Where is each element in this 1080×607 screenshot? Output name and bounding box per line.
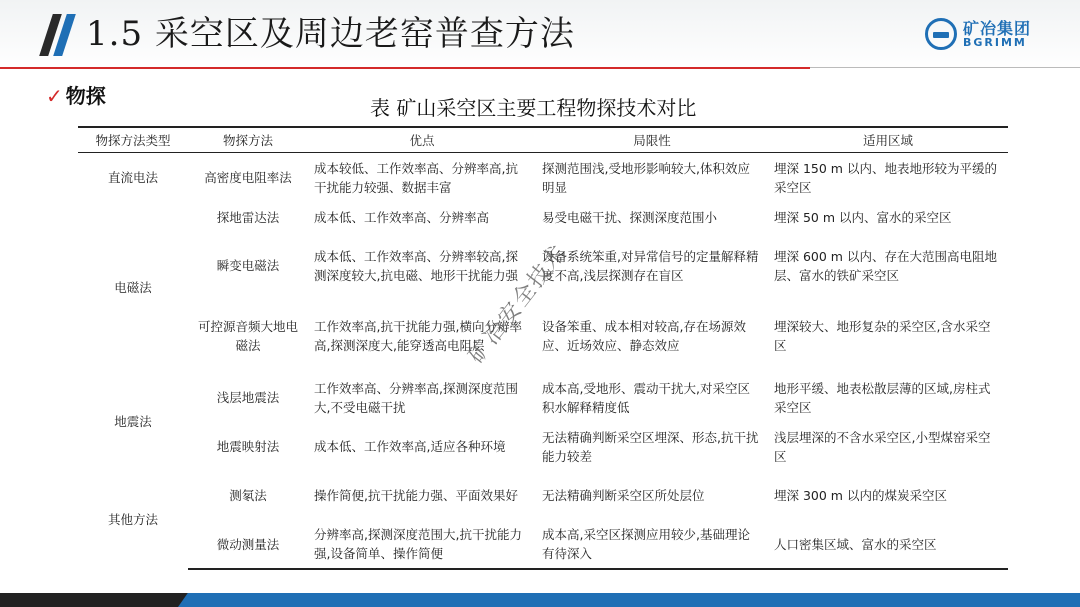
table-header-row	[78, 127, 1008, 153]
advantages-cell: 成本低、工作效率高、分辨率高	[314, 210, 490, 225]
table-row	[78, 203, 1008, 233]
advantages-cell: 成本较低、工作效率高、分辨率高,抗干扰能力较强、数据丰富	[314, 160, 518, 195]
table-row	[78, 423, 1008, 471]
limitations-cell: 成本高,采空区探测应用较少,基础理论有待深入	[536, 521, 768, 569]
footer-bar-blue	[178, 593, 1080, 607]
table-caption: 表 矿山采空区主要工程物探技术对比	[370, 96, 697, 120]
method-type-cell: 电磁法	[114, 280, 152, 295]
column-header: 物探方法	[188, 127, 308, 153]
limitations-cell: 无法精确判断采空区埋深、形态,抗干扰能力较差	[542, 429, 759, 464]
limitations-cell: 成本高,受地形、震动干扰大,对采空区积水解释精度低	[542, 380, 750, 415]
limitations-cell: 设备笨重、成本相对较高,存在场源效应、近场效应、静态效应	[542, 318, 746, 353]
table-row	[78, 521, 1008, 569]
method-cell: 可控源音频大地电磁法	[197, 318, 298, 353]
limitations-cell: 探测范围浅,受地形影响较大,体积效应明显	[542, 160, 750, 195]
title-slash-icon	[40, 14, 76, 56]
method-type-cell: 直流电法	[107, 170, 158, 186]
limitations-cell: 设备系统笨重,对异常信号的定量解释精度不高,浅层探测存在盲区	[542, 248, 759, 283]
table-row	[78, 153, 1008, 203]
column-header: 优点	[308, 127, 536, 153]
advantages-cell: 成本低、工作效率高、分辨率较高,探测深度较大,抗电磁、地形干扰能力强	[314, 248, 518, 283]
column-header: 适用区域	[768, 127, 1008, 153]
header-divider-grey	[810, 67, 1080, 68]
applicable-cell: 埋深 600 m 以内、存在大范围高电阻地层、富水的铁矿采空区	[774, 248, 997, 283]
applicable-cell: 人口密集区域、富水的采空区	[768, 521, 1008, 569]
advantages-cell: 工作效率高,抗干扰能力强,横向分辨率高,探测深度大,能穿透高电阻层	[314, 318, 522, 353]
table-row	[78, 373, 1008, 423]
limitations-cell: 无法精确判断采空区所处层位	[542, 488, 705, 503]
advantages-cell: 成本低、工作效率高,适应各种环境	[314, 439, 506, 454]
checkmark-icon: ✓	[46, 84, 63, 108]
table-row	[78, 471, 1008, 521]
method-cell: 浅层地震法	[216, 390, 280, 405]
logo-mark-icon	[925, 18, 957, 50]
method-cell: 探地雷达法	[216, 210, 280, 225]
method-type-cell: 地震法	[114, 414, 152, 429]
method-cell: 测氡法	[229, 488, 267, 503]
advantages-cell: 工作效率高、分辨率高,探测深度范围大,不受电磁干扰	[314, 380, 518, 415]
advantages-cell: 分辨率高,探测深度范围大,抗干扰能力强,设备简单、操作简便	[308, 521, 536, 569]
method-cell: 微动测量法	[188, 521, 308, 569]
applicable-cell: 埋深 300 m 以内的煤炭采空区	[774, 488, 947, 503]
company-logo: 矿冶集团 BGRIMM	[925, 16, 1045, 54]
table-row	[78, 299, 1008, 373]
limitations-cell: 易受电磁干扰、探测深度范围小	[542, 210, 718, 225]
column-header: 局限性	[536, 127, 768, 153]
footer-bar-dark	[0, 593, 190, 607]
method-type-cell: 其他方法	[107, 512, 158, 527]
applicable-cell: 埋深较大、地形复杂的采空区,含水采空区	[774, 318, 991, 353]
method-cell: 高密度电阻率法	[204, 170, 292, 186]
watermark-text: 矿冶安全技术	[463, 239, 573, 369]
advantages-cell: 操作简便,抗干扰能力强、平面效果好	[314, 488, 518, 503]
method-cell: 瞬变电磁法	[216, 258, 280, 273]
applicable-cell: 埋深 50 m 以内、富水的采空区	[774, 210, 952, 225]
applicable-cell: 浅层埋深的不含水采空区,小型煤窑采空区	[774, 429, 991, 464]
comparison-table-container	[78, 126, 1008, 570]
page-title: 1.5 采空区及周边老窑普查方法	[86, 14, 575, 54]
column-header: 物探方法类型	[78, 127, 188, 153]
applicable-cell: 地形平缓、地表松散层薄的区域,房柱式采空区	[774, 380, 991, 415]
header-divider	[0, 67, 810, 69]
method-cell: 地震映射法	[216, 439, 280, 454]
applicable-cell: 埋深 150 m 以内、地表地形较为平缓的采空区	[774, 160, 997, 195]
section-label: ✓ 物探	[46, 84, 106, 108]
comparison-table	[78, 126, 1008, 570]
